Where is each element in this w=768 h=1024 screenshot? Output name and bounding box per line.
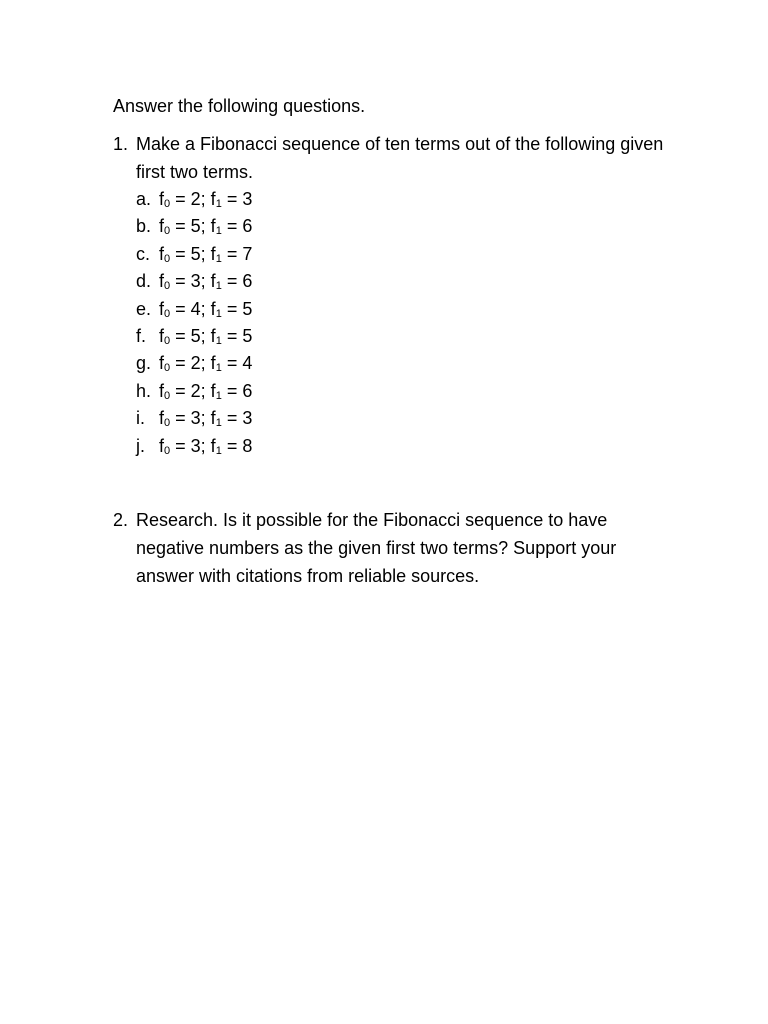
item-label: e.	[136, 298, 152, 319]
question-1-row	[113, 130, 673, 460]
f0-value: 3	[190, 435, 201, 456]
initial-terms-list	[136, 186, 673, 460]
item-label: h.	[136, 380, 152, 401]
question-2	[113, 506, 673, 590]
item-label: a.	[136, 189, 152, 209]
question-2-text: Research. Is it possible for the Fibonacci sequence to have negative numbers as the given first two terms? Support your answer with citations from reliable sources.	[136, 510, 617, 586]
instruction-text: Answer the following questions.	[113, 96, 366, 116]
question-1	[113, 130, 673, 460]
f1-value: 7	[242, 243, 253, 264]
f0-value: 2	[190, 353, 201, 374]
question-1-number: 1.	[113, 134, 129, 154]
f1-value: 6	[242, 380, 253, 401]
item-label: g.	[136, 353, 152, 374]
f0-value: 4	[190, 298, 201, 319]
list-item	[136, 268, 673, 295]
item-expression: $f_0 = 5$; $f_1 = 5$	[159, 326, 253, 348]
f0-value: 2	[190, 189, 201, 209]
question-2-number: 2.	[113, 510, 129, 530]
f1-value: 4	[242, 353, 253, 374]
f1-value: 6	[242, 216, 253, 237]
item-label: b.	[136, 216, 152, 237]
item-expression: $f_0 = 2$; $f_1 = 3$	[159, 189, 253, 210]
f1-value: 3	[242, 189, 253, 209]
item-expression: $f_0 = 2$; $f_1 = 6$	[159, 380, 253, 402]
item-expression: $f_0 = 4$; $f_1 = 5$	[159, 298, 253, 320]
item-expression: $f_0 = 5$; $f_1 = 6$	[159, 216, 253, 238]
list-item	[136, 433, 673, 460]
item-expression: $f_0 = 3$; $f_1 = 6$	[159, 271, 253, 293]
f0-value: 5	[190, 216, 201, 237]
f0-value: 5	[190, 326, 201, 347]
question-2-row	[113, 506, 673, 590]
f0-value: 3	[190, 271, 201, 292]
list-item	[136, 296, 673, 323]
item-label: j.	[136, 435, 145, 456]
list-item	[136, 241, 673, 268]
item-expression: $f_0 = 3$; $f_1 = 8$	[159, 435, 253, 457]
question-1-text: Make a Fibonacci sequence of ten terms out of the following given first two terms.	[136, 134, 664, 182]
item-label: f.	[136, 326, 147, 347]
item-label: i.	[136, 408, 145, 429]
f0-value: 2	[190, 380, 201, 401]
f1-value: 6	[242, 271, 253, 292]
item-label: c.	[136, 243, 151, 264]
list-item	[136, 405, 673, 432]
f0-value: 5	[190, 243, 201, 264]
f1-value: 8	[242, 435, 253, 456]
list-item	[136, 350, 673, 377]
list-item	[136, 378, 673, 405]
list-item	[136, 186, 673, 213]
f1-value: 5	[242, 298, 253, 319]
list-item	[136, 323, 673, 350]
item-expression: $f_0 = 5$; $f_1 = 7$	[159, 243, 253, 265]
f1-value: 5	[242, 326, 253, 347]
f0-value: 3	[190, 408, 201, 429]
f1-value: 3	[242, 408, 253, 429]
item-expression: $f_0 = 2$; $f_1 = 4$	[159, 353, 253, 375]
list-item	[136, 213, 673, 240]
item-expression: $f_0 = 3$; $f_1 = 3$	[159, 408, 253, 430]
item-label: d.	[136, 271, 152, 292]
